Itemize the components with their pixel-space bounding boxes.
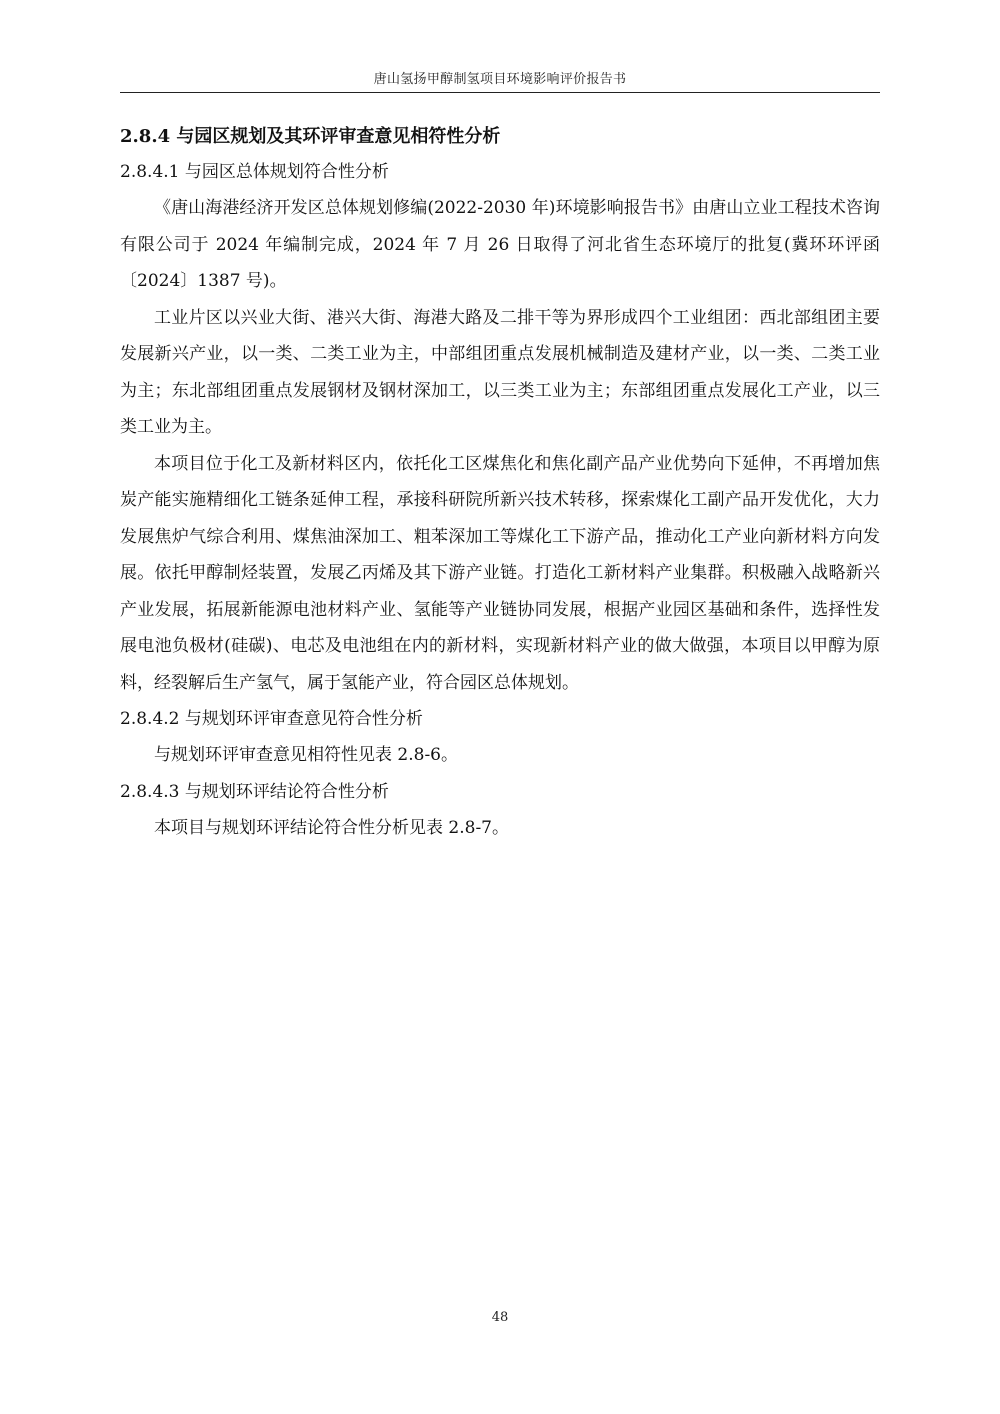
paragraph-industrial-groups: 工业片区以兴业大街、港兴大街、海港大路及二排干等为界形成四个工业组团：西北部组团主要发展新兴产业，以一类、二类工业为主，中部组团重点发展机械制造及建材产业，以一类、二类工业为主；东北部组团重点发展钢材及钢材深加工，以三类工业为主；东部组团重点发展化工产业，以三类工业为主。 <box>120 307 880 437</box>
section-heading: 2.8.4 与园区规划及其环评审查意见相符性分析 <box>120 126 501 147</box>
paragraph-plan-report: 《唐山海港经济开发区总体规划修编(2022-2030 年)环境影响报告书》由唐山立业工程技术咨询有限公司于 2024 年编制完成，2024 年 7 月 26 日取得了河北省生态环境厅的批复(冀环环评函〔2024〕1387 号)。 <box>120 198 880 291</box>
header-rule <box>120 92 880 93</box>
paragraph-table-2-8-6-reference: 与规划环评审查意见相符性见表 2.8-6。 <box>154 745 458 765</box>
subsection-heading-2-8-4-2: 2.8.4.2 与规划环评审查意见符合性分析 <box>120 709 423 729</box>
subsection-heading-2-8-4-3: 2.8.4.3 与规划环评结论符合性分析 <box>120 781 389 802</box>
page-content <box>120 120 880 846</box>
paragraph-table-2-8-7-reference: 本项目与规划环评结论符合性分析见表 2.8-7。 <box>154 817 509 838</box>
subsection-heading-2-8-4-1: 2.8.4.1 与园区总体规划符合性分析 <box>120 162 389 182</box>
page-number: 48 <box>491 1310 509 1325</box>
paragraph-project-location: 本项目位于化工及新材料区内，依托化工区煤焦化和焦化副产品产业优势向下延伸，不再增加焦炭产能实施精细化工链条延伸工程，承接科研院所新兴技术转移，探索煤化工副产品开发优化，大力发展焦炉气综合利用、煤焦油深加工、粗苯深加工等煤化工下游产品，推动化工产业向新材料方向发展。依托甲醇制烃装置，发展乙丙烯及其下游产业链。打造化工新材料产业集群。积极融入战略新兴产业发展，拓展新能源电池材料产业、氢能等产业链协同发展，根据产业园区基础和条件，选择性发展电池负极材(硅碳)、电芯及电池组在内的新材料，实现新材料产业的做大做强，本项目以甲醇为原料，经裂解后生产氢气，属于氢能产业，符合园区总体规划。 <box>120 453 880 693</box>
running-header: 唐山氢扬甲醇制氢项目环境影响评价报告书 <box>373 72 627 87</box>
